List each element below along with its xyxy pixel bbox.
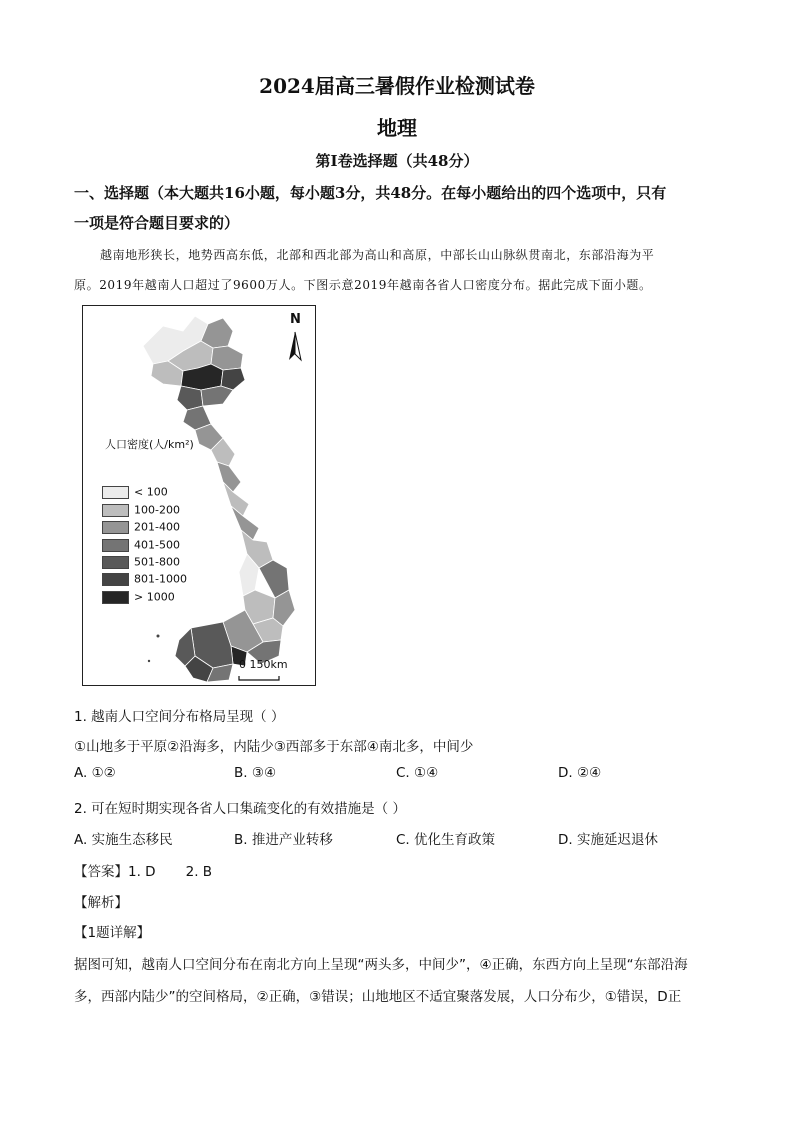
legend-swatch <box>102 573 129 586</box>
legend-item <box>102 572 187 586</box>
island-marker <box>157 635 160 638</box>
legend-swatch <box>102 556 129 569</box>
province-region <box>177 386 203 410</box>
answer-label: 【答案】 <box>74 864 128 880</box>
north-label: N <box>290 312 301 327</box>
passage-line2: 原。2019年越南人口超过了9600万人。下图示意2019年越南各省人口密度分布。据此完成下面小题。 <box>74 278 652 292</box>
analysis-line1: 据图可知，越南人口空间分布在南北方向上呈现“两头多，中间少”，④正确，东西方向上呈现“东部沿海 <box>74 957 688 973</box>
legend-item <box>102 485 168 499</box>
legend-swatch <box>102 486 129 499</box>
legend-item <box>102 555 180 569</box>
legend-swatch <box>102 521 129 534</box>
legend-swatch <box>102 591 129 604</box>
question-2-option-d: D. 实施延迟退休 <box>558 832 658 848</box>
legend-item <box>102 520 180 534</box>
question-1-stem: 1. 越南人口空间分布格局呈现（ ） <box>74 709 285 725</box>
question-2-option-c: C. 优化生育政策 <box>396 832 496 848</box>
legend-swatch <box>102 539 129 552</box>
analysis-line2: 多，西部内陆少”的空间格局，②正确，③错误；山地地区不适宜聚落发展，人口分布少，①错误，D正 <box>74 989 682 1005</box>
province-region <box>201 386 233 406</box>
legend-item <box>102 503 180 517</box>
part-one-instruction-line2: 一项是符合题目要求的） <box>74 214 240 232</box>
question-2-option-a: A. 实施生态移民 <box>74 832 173 848</box>
legend-label: 801-1000 <box>134 572 187 586</box>
question-1-option-d: D. ②④ <box>558 765 602 781</box>
section-heading: 第Ⅰ卷选择题（共48分） <box>315 152 479 170</box>
part-one-instruction-line1: 一、选择题（本大题共16小题，每小题3分，共48分。在每小题给出的四个选项中，只有 <box>74 184 667 202</box>
scale-label: 0 150km <box>239 658 288 671</box>
legend-label: > 1000 <box>134 590 175 604</box>
legend-label: 401-500 <box>134 538 180 552</box>
island-marker <box>148 660 150 662</box>
legend-label: 100-200 <box>134 503 180 517</box>
legend-label: < 100 <box>134 485 168 499</box>
vietnam-population-density-map <box>82 305 316 686</box>
passage-line1: 越南地形狭长，地势西高东低，北部和西北部为高山和高原，中部长山山脉纵贯南北，东部沿海为平 <box>100 248 655 262</box>
legend-label: 501-800 <box>134 555 180 569</box>
legend-label: 201-400 <box>134 520 180 534</box>
province-region <box>221 368 245 390</box>
legend-item <box>102 538 180 552</box>
question-2-stem: 2. 可在短时期实现各省人口集疏变化的有效措施是（ ） <box>74 801 406 817</box>
legend-item <box>102 590 175 604</box>
answer-line <box>74 860 212 880</box>
question-1-option-b: B. ③④ <box>234 765 277 781</box>
legend-title: 人口密度(人/km²) <box>105 438 194 451</box>
question-1-option-a: A. ①② <box>74 765 116 781</box>
analysis-sub-label: 【1题详解】 <box>74 925 151 941</box>
question-1-option-c: C. ①④ <box>396 765 439 781</box>
scale-bar-icon <box>239 676 279 680</box>
subject-title: 地理 <box>377 116 417 140</box>
answer-text: 1. D 2. B <box>128 864 213 880</box>
north-arrow-icon <box>289 332 301 360</box>
exam-title: 2024届高三暑假作业检测试卷 <box>259 74 535 98</box>
question-1-statements: ①山地多于平原②沿海多，内陆少③西部多于东部④南北多，中间少 <box>74 739 474 755</box>
question-2-option-b: B. 推进产业转移 <box>234 832 333 848</box>
analysis-label: 【解析】 <box>74 895 128 911</box>
legend-swatch <box>102 504 129 517</box>
